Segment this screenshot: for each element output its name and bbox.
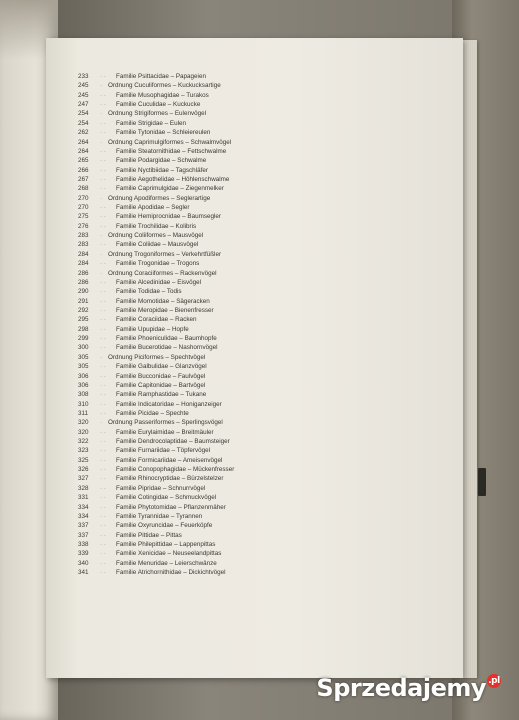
page-number: 264: [78, 138, 89, 146]
leader-dots: · ·: [100, 147, 106, 155]
toc-row: [78, 559, 438, 568]
leader-dots: · ·: [100, 222, 106, 230]
leader-dots: · ·: [100, 335, 106, 343]
leader-dots: · ·: [100, 400, 106, 408]
toc-row: [78, 400, 438, 409]
toc-row: [78, 269, 438, 278]
entry-title: Familie Aegothelidae – Höhlenschwalme: [116, 175, 230, 183]
page-number: 325: [78, 456, 89, 464]
page-number: 298: [78, 325, 89, 333]
entry-title: Ordnung Coraciiformes – Rackenvögel: [108, 269, 217, 277]
toc-row: [78, 418, 438, 427]
entry-title: Familie Oxyruncidae – Feuerköpfe: [116, 522, 213, 530]
page-number: 340: [78, 559, 89, 567]
page-number: 270: [78, 204, 89, 212]
page-number: 334: [78, 512, 89, 520]
entry-title: Ordnung Strigiformes – Eulenvögel: [108, 110, 207, 118]
toc-row: [78, 549, 438, 558]
toc-row: [78, 306, 438, 315]
toc-row: [78, 325, 438, 334]
toc-row: [78, 184, 438, 193]
page-number: 283: [78, 241, 89, 249]
toc-row: [78, 212, 438, 221]
watermark-logo: Sprzedajemy .pl: [316, 674, 500, 702]
leader-dots: · ·: [100, 204, 106, 212]
page-number: 286: [78, 278, 89, 286]
page-number: 254: [78, 119, 89, 127]
page-number: 337: [78, 522, 89, 530]
entry-title: Familie Trogonidae – Trogons: [116, 260, 200, 268]
leader-dots: · ·: [100, 306, 106, 314]
entry-title: Ordnung Passeriformes – Sperlingsvögel: [108, 419, 223, 427]
leader-dots: · ·: [100, 531, 106, 539]
page-number: 292: [78, 306, 89, 314]
entry-title: Ordnung Piciformes – Spechtvögel: [108, 353, 206, 361]
entry-title: Familie Coliidae – Mausvögel: [116, 241, 199, 249]
leader-dots: · ·: [100, 550, 106, 558]
entry-title: Familie Apodidae – Segler: [116, 204, 190, 212]
leader-dots: · ·: [100, 316, 106, 324]
leader-dots: · ·: [100, 213, 106, 221]
toc-row: [78, 156, 438, 165]
page-number: 311: [78, 409, 89, 417]
leader-dots: · ·: [100, 438, 106, 446]
leader-dots: · ·: [100, 512, 106, 520]
toc-row: [78, 315, 438, 324]
toc-row: [78, 540, 438, 549]
leader-dots: · ·: [100, 381, 106, 389]
entry-title: Ordnung Apodiformes – Seglerartige: [108, 194, 211, 202]
page-number: 327: [78, 475, 89, 483]
leader-dots: · ·: [100, 428, 106, 436]
page-number: 268: [78, 185, 89, 193]
entry-title: Familie Pittidae – Pittas: [116, 531, 182, 539]
page-number: 305: [78, 353, 89, 361]
toc-row: [78, 231, 438, 240]
page-number: 338: [78, 540, 89, 548]
entry-title: Familie Phytotomidae – Pflanzenmäher: [116, 503, 226, 511]
toc-row: [78, 287, 438, 296]
leader-dots: · ·: [100, 409, 106, 417]
page-number: 310: [78, 400, 89, 408]
leader-dots: ·: [100, 82, 103, 90]
toc-row: [78, 493, 438, 502]
toc-row: [78, 128, 438, 137]
leader-dots: ·: [100, 138, 103, 146]
toc-row: [78, 166, 438, 175]
entry-title: Familie Xenicidae – Neuseelandpittas: [116, 550, 222, 558]
page-number: 254: [78, 110, 89, 118]
toc-row: [78, 353, 438, 362]
leader-dots: ·: [100, 194, 103, 202]
bookmark-ribbon: [478, 468, 486, 496]
leader-dots: · ·: [100, 157, 106, 165]
entry-title: Familie Todidae – Todis: [116, 288, 182, 296]
page-number: 276: [78, 222, 89, 230]
leader-dots: · ·: [100, 503, 106, 511]
leader-dots: · ·: [100, 494, 106, 502]
leader-dots: · ·: [100, 129, 106, 137]
leader-dots: · ·: [100, 166, 106, 174]
page-number: 245: [78, 91, 89, 99]
entry-title: Familie Dendrocolaptidae – Baumsteiger: [116, 438, 230, 446]
page-number: 305: [78, 363, 89, 371]
entry-title: Familie Tyrannidae – Tyrannen: [116, 512, 203, 520]
toc-row: [78, 147, 438, 156]
entry-title: Familie Coraciidae – Racken: [116, 316, 197, 324]
leader-dots: · ·: [100, 447, 106, 455]
leader-dots: · ·: [100, 241, 106, 249]
leader-dots: · ·: [100, 278, 106, 286]
entry-title: Familie Rhinocryptidae – Bürzelstelzer: [116, 475, 224, 483]
toc-row: [78, 297, 438, 306]
toc-row: [78, 568, 438, 577]
page-number: 306: [78, 381, 89, 389]
leader-dots: · ·: [100, 522, 106, 530]
page-number: 283: [78, 232, 89, 240]
page-number: 264: [78, 147, 89, 155]
page-number: 339: [78, 550, 89, 558]
page-number: 284: [78, 260, 89, 268]
toc-row: [78, 531, 438, 540]
leader-dots: · ·: [100, 540, 106, 548]
leader-dots: · ·: [100, 344, 106, 352]
page-number: 322: [78, 438, 89, 446]
page-number: 328: [78, 484, 89, 492]
page-edges: [463, 40, 477, 678]
page-number: 341: [78, 569, 89, 577]
leader-dots: ·: [100, 353, 103, 361]
leader-dots: · ·: [100, 260, 106, 268]
entry-title: Familie Strigidae – Eulen: [116, 119, 187, 127]
leader-dots: · ·: [100, 101, 106, 109]
table-of-contents: [78, 72, 438, 577]
toc-row: [78, 278, 438, 287]
leader-dots: ·: [100, 232, 103, 240]
leader-dots: · ·: [100, 569, 106, 577]
toc-row: [78, 222, 438, 231]
entry-title: Familie Psittacidae – Papageien: [116, 73, 206, 80]
entry-title: Familie Phoeniculidae – Baumhopfe: [116, 335, 217, 343]
page-number: 320: [78, 419, 89, 427]
leader-dots: · ·: [100, 91, 106, 99]
page-number: 300: [78, 344, 89, 352]
page-number: 320: [78, 428, 89, 436]
entry-title: Familie Pipridae – Schnurrvögel: [116, 484, 206, 492]
toc-row: [78, 437, 438, 446]
page-number: 266: [78, 166, 89, 174]
toc-row: [78, 250, 438, 259]
entry-title: Familie Bucerotidae – Nashornvögel: [116, 344, 218, 352]
leader-dots: · ·: [100, 185, 106, 193]
entry-title: Ordnung Coliiformes – Mausvögel: [108, 232, 204, 240]
entry-title: Familie Caprimulgidae – Ziegenmelker: [116, 185, 224, 193]
leader-dots: · ·: [100, 73, 106, 80]
entry-title: Familie Conopophagidae – Mückenfresser: [116, 466, 235, 474]
page-number: 286: [78, 269, 89, 277]
entry-title: Familie Cotingidae – Schmuckvögel: [116, 494, 217, 502]
toc-row: [78, 194, 438, 203]
toc-row: [78, 91, 438, 100]
entry-title: Familie Meropidae – Bienenfresser: [116, 306, 214, 314]
toc-row: [78, 203, 438, 212]
toc-row: [78, 175, 438, 184]
page-number: 306: [78, 372, 89, 380]
toc-row: [78, 390, 438, 399]
leader-dots: · ·: [100, 119, 106, 127]
entry-title: Familie Capitonidae – Bartvögel: [116, 381, 206, 389]
page-number: 326: [78, 466, 89, 474]
page-number: 245: [78, 82, 89, 90]
entry-title: Familie Alcedinidae – Eisvögel: [116, 278, 202, 286]
toc-row: [78, 428, 438, 437]
entry-title: Familie Philepittidae – Lappenpittas: [116, 540, 216, 548]
entry-title: Familie Bucconidae – Faulvögel: [116, 372, 206, 380]
page-number: 233: [78, 73, 89, 80]
toc-row: [78, 503, 438, 512]
page-number: 267: [78, 175, 89, 183]
entry-title: Ordnung Caprimulgiformes – Schwalmvögel: [108, 138, 232, 146]
toc-row: [78, 109, 438, 118]
entry-title: Ordnung Cuculiformes – Kuckucksartige: [108, 82, 221, 90]
entry-title: Familie Musophagidae – Turakos: [116, 91, 209, 99]
page-number: 262: [78, 129, 89, 137]
page-number: 265: [78, 157, 89, 165]
toc-row: [78, 465, 438, 474]
toc-row: [78, 138, 438, 147]
leader-dots: · ·: [100, 484, 106, 492]
toc-row: [78, 409, 438, 418]
leader-dots: · ·: [100, 175, 106, 183]
entry-title: Familie Hemiprocnidae – Baumsegler: [116, 213, 221, 221]
entry-title: Familie Menuridae – Leierschwänze: [116, 559, 217, 567]
entry-title: Familie Cuculidae – Kuckucke: [116, 101, 201, 109]
page-number: 247: [78, 101, 89, 109]
toc-row: [78, 334, 438, 343]
leader-dots: ·: [100, 269, 103, 277]
leader-dots: · ·: [100, 288, 106, 296]
toc-row: [78, 81, 438, 90]
entry-title: Familie Atrichornithidae – Dickichtvögel: [116, 569, 226, 577]
entry-title: Familie Podargidae – Schwalme: [116, 157, 207, 165]
leader-dots: · ·: [100, 325, 106, 333]
leader-dots: · ·: [100, 466, 106, 474]
page-number: 270: [78, 194, 89, 202]
toc-row: [78, 456, 438, 465]
toc-row: [78, 372, 438, 381]
toc-row: [78, 446, 438, 455]
toc-row: [78, 521, 438, 530]
toc-row: [78, 119, 438, 128]
leader-dots: · ·: [100, 391, 106, 399]
leader-dots: ·: [100, 419, 103, 427]
toc-row: [78, 362, 438, 371]
entry-title: Familie Galbulidae – Glanzvögel: [116, 363, 207, 371]
toc-row: [78, 381, 438, 390]
entry-title: Familie Picidae – Spechte: [116, 409, 189, 417]
toc-row: [78, 512, 438, 521]
page-number: 337: [78, 531, 89, 539]
toc-row: [78, 72, 438, 81]
page-number: 323: [78, 447, 89, 455]
page-number: 284: [78, 250, 89, 258]
toc-row: [78, 474, 438, 483]
entry-title: Familie Momotidae – Sägeracken: [116, 297, 210, 305]
page-number: 299: [78, 335, 89, 343]
leader-dots: · ·: [100, 475, 106, 483]
page-number: 308: [78, 391, 89, 399]
entry-title: Familie Tytonidae – Schleiereulen: [116, 129, 211, 137]
entry-title: Familie Furnariidae – Töpfervögel: [116, 447, 211, 455]
page-number: 291: [78, 297, 89, 305]
toc-row: [78, 343, 438, 352]
entry-title: Familie Indicatoridae – Honiganzeiger: [116, 400, 222, 408]
page-number: 334: [78, 503, 89, 511]
entry-title: Familie Eurylaimidae – Breitmäuler: [116, 428, 214, 436]
leader-dots: · ·: [100, 456, 106, 464]
toc-row: [78, 259, 438, 268]
entry-title: Familie Ramphastidae – Tukane: [116, 391, 207, 399]
leader-dots: · ·: [100, 297, 106, 305]
page-number: 295: [78, 316, 89, 324]
entry-title: Familie Nyctibiidae – Tagschläfer: [116, 166, 208, 174]
leader-dots: · ·: [100, 372, 106, 380]
toc-row: [78, 100, 438, 109]
page-number: 290: [78, 288, 89, 296]
entry-title: Familie Steatornithidae – Fettschwalme: [116, 147, 227, 155]
entry-title: Familie Upupidae – Hopfe: [116, 325, 189, 333]
page-number: 275: [78, 213, 89, 221]
toc-row: [78, 484, 438, 493]
leader-dots: ·: [100, 250, 103, 258]
leader-dots: · ·: [100, 559, 106, 567]
entry-title: Ordnung Trogoniformes – Verkehrtfüßler: [108, 250, 222, 258]
toc-row: [78, 240, 438, 249]
entry-title: Familie Formicariidae – Ameisenvögel: [116, 456, 223, 464]
leader-dots: ·: [100, 110, 103, 118]
page-number: 331: [78, 494, 89, 502]
leader-dots: · ·: [100, 363, 106, 371]
entry-title: Familie Trochilidae – Kolibris: [116, 222, 197, 230]
